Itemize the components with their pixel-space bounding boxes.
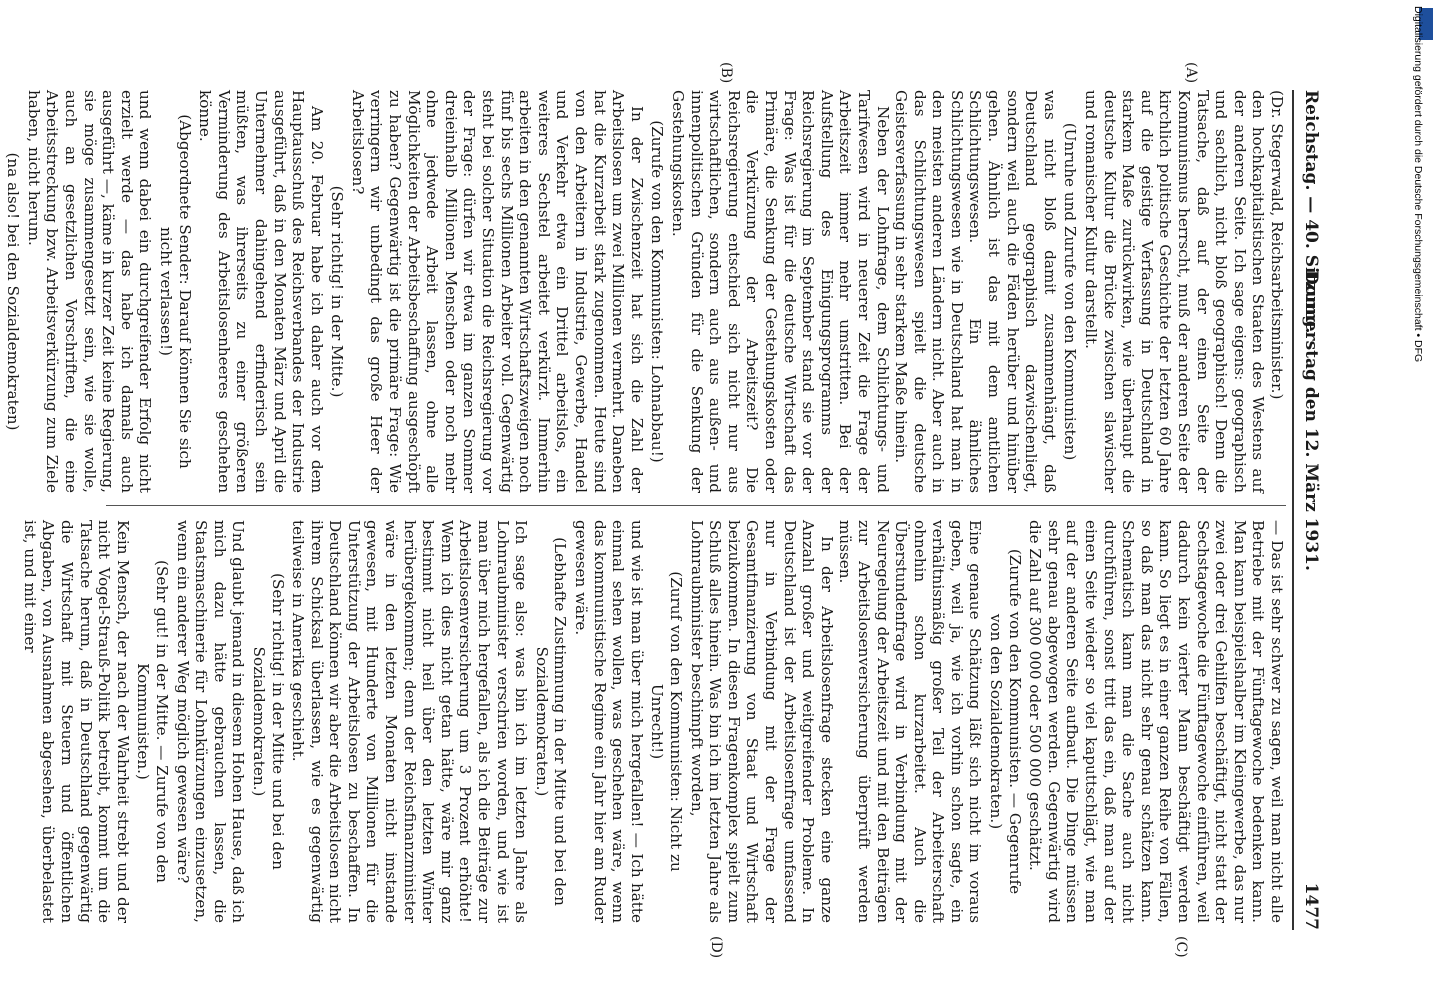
paragraph: (Unruhe und Zurufe von den Kommunisten) <box>1061 122 1080 461</box>
margin-marker-d: (D) <box>708 936 724 959</box>
paragraph: und wie ist man über mich hergefallen! — Ich hätte einmal sehen wollen, was geschehen wäre, wenn das kommunistische Regime ein Jahr hier am Ruder gewesen wäre. <box>572 520 646 923</box>
paragraph: In der Arbeitslosenfrage stecken eine ganze Anzahl großer und weitgreifender Probleme. In Deutschland ist der Arbeitslosenfrage umfassend nur in Verbindung mit der Frage der Gesamtfinanzierung von Staat und Wirtschaft beizukommen. In diesen Fragenkomplex spielt zum Schluß alles hinein. Was bin ich im letzten Jahre als Lohnraubminister beschimpft worden, <box>687 520 836 923</box>
rotated-document-page <box>4 62 1321 959</box>
paragraph: (Sehr gut! in der Mitte. — Zurufe von den Kommunisten.) <box>134 560 171 883</box>
paragraph: Neben der Lohnfrage, dem Schlichtungs- und Tarifwesen wird in neuerer Zeit die Frage der Arbeitszeit immer mehr umstritten. Bei der Aufstellung des Einigungsprogramms der Reichsregierung im September stand sie vor der Frage: Was ist für die deutsche Wirtschaft das Primäre, die Senkung der Gestehungskosten oder die Verkürzung der Arbeitszeit? Die Reichsregierung entschied sich nicht nur aus wirtschaftlichen, sondern auch aus außen- und innenpolitischen Gründen für die Senkung der Gestehungskosten. <box>669 90 892 493</box>
left-text-column <box>4 90 1286 493</box>
paragraph: (Sehr richtig! in der Mitte.) <box>328 185 347 398</box>
header-rule <box>1293 90 1295 930</box>
paragraph: (Lebhafte Zustimmung in der Mitte und bei den Sozialdemokraten.) <box>532 537 570 906</box>
page-header <box>1294 90 1320 930</box>
column-divider <box>106 505 1286 506</box>
paragraph: (Zurufe von den Kommunisten. — Gegenrufe von den Sozialdemokraten.) <box>987 548 1024 895</box>
paragraph: Ich sage also: was bin ich im letzten Jahre als Lohnraubminister verschrien worden, und wie ist man über mich hergefallen, als ich die Beiträge zur Arbeitslosenversicherung um 3 Prozent erhöhte! Wenn ich dies nicht getan hätte, wäre mir ganz bestimmt nicht heil über den letzten Winter herübergekommen; denn der Reichsfinanzminister wäre in den letzten Monaten nicht imstande gewesen, mit Hunderte von Millionen für die Unterstützung der Arbeitslosen zu beschaffen. In Deutschland können wir aber die Arbeitslosen nicht ihrem Schicksal überlassen, wie es gegenwärtig teilweise in Amerika geschieht. <box>289 520 531 923</box>
paragraph: (na also! bei den Sozialdemokraten) <box>4 152 23 431</box>
paragraph: In der Zwischenzeit hat sich die Zahl der Arbeitslosen um zwei Millionen vermehrt. Daneben hat die Kurzarbeit stark zugenommen. Heute sind von den Arbeitern in Industrie, Gewerbe, Handel und Verkehr etwa ein Drittel arbeitslos, ein weiteres Sechstel arbeitet verkürzt. Immerhin arbeiten in den genannten Wirtschaftszweigen noch fünf bis sechs Millionen Arbeiter voll. Gegenwärtig steht bei solcher Situation die Reichsregierung vor der Frage: dürfen wir etwa im ganzen Sommer dreieinhalb Millionen Menschen oder noch mehr ohne jedwede Arbeit lassen, ohne alle Möglichkeiten der Arbeitsbeschaffung ausgeschöpft zu haben? Gegenwärtig ist die primäre Frage: Wie verringern wir unbedingt das große Heer der Arbeitslosen? <box>348 90 646 493</box>
paragraph: (Abgeordnete Sender: Darauf können Sie sich nicht verlassen!) <box>156 114 194 469</box>
right-text-column <box>20 520 1286 923</box>
paragraph: Eine genaue Schätzung läßt sich nicht im voraus geben, weil ja, wie ich vorhin schon sagte, ein verhältnismäßig großer Teil der Arbeiterschaft ohnehin schon kurzarbeitet. Auch die Überstundenfrage wird in Verbindung mit der Neuregelung der Arbeitszeit und mit den Beiträgen zur Arbeitslosenversicherung überprüft werden müssen. <box>836 520 985 923</box>
paragraph: (Sehr richtig! in der Mitte und bei den Sozialdemokraten.) <box>249 573 287 870</box>
paragraph: — Das ist sehr schwer zu sagen, weil man nicht alle Betriebe mit der Fünftagewoche bedenken kann. Man kann beispielshalber im Kleingewerbe, das nur zwei oder drei Gehilfen beschäftigt, nicht statt der Sechstagewoche die Fünftagewoche einführen, weil dadurch kein vierter Mann beschäftigt werden kann. So liegt es in einer ganzen Reihe von Fällen, so daß man das nicht sehr genau schätzen kann. Schematisch kann man die Sache auch nicht durchführen, sonst tritt das ein, daß man auf der einen Seite wieder so viel kaputtschlägt, wie man auf der anderen Seite aufbaut. Die Dinge müssen sehr genau abgewogen werden. Gegenwärtig wird die Zahl auf 300 000 oder 500 000 geschätzt. <box>1026 520 1286 923</box>
digitization-credit: Digitalisierung gefördert durch die Deutsche Forschungsgemeinschaft • DFG <box>1412 6 1424 363</box>
header-session: Reichstag. — 40. Sitzung. <box>1301 90 1321 334</box>
paragraph: Kein Mensch, der nach der Wahrheit strebt und der nicht Vogel-Strauß-Politik betreibt, kommt um die Tatsache herum, daß in Deutschland gegenwärtig die Wirtschaft mit Steuern und öffentlichen Abgaben, von Ausnahmen abgesehen, überbelastet ist, und mit einer <box>20 520 132 923</box>
margin-marker-a: (A) <box>1183 62 1199 84</box>
paragraph: (Zurufe von den Kommunisten: Lohnabbau!) <box>648 120 667 463</box>
paragraph: Am 20. Februar habe ich daher auch vor dem Hauptausschuß des Reichsverbandes der Industrie ausgeführt, daß in den Monaten März und April die Unternehmer dahingehend erfinderisch sein müßten, was ihrerseits zu einer größeren Verminderung des Arbeitslosenheeres geschehen könne. <box>196 90 326 493</box>
margin-marker-b: (B) <box>718 62 734 84</box>
margin-marker-c: (C) <box>1173 936 1189 958</box>
paragraph: und wenn dabei ein durchgreifender Erfolg nicht erzielt werde — das habe ich damals auch ausgeführt —, käme in kurzer Zeit keine Regierung, sie möge zusammengesetzt sein, wie sie wolle, auch an gesetzlichen Vorschriften, die eine Arbeitsstreckung bzw. Arbeitsverkürzung zum Ziele haben, nicht herum. <box>24 90 155 493</box>
header-page-number: 1477 <box>1301 882 1321 930</box>
paragraph <box>0 90 2 493</box>
paragraph: den hochkapitalistischen Staaten des Westens auf der anderen Seite. Ich sage eigens: geographisch und sachlich, nicht bloß geographisch! Denn die Tatsache, daß auf der einen Seite der Kommunismus herrscht, muß der anderen Seite der kirchlich politische Geschichte der letzten 60 Jahre auf die geistige Verfassung in Deutschland in starkem Maße zurückwirken, wie überhaupt die deutsche Kultur die Brücke zwischen slawischer und romanischer Kultur darstellt. <box>1082 90 1268 493</box>
paragraph: was nicht bloß damit zusammenhängt, daß Deutschland geographisch dazwischenliegt, sondern weil auch die Fäden herüber und hinüber gehen. Ähnlich ist das mit dem amtlichen Schlichtungswesen. Ein ähnliches Schlichtungswesen wie in Deutschland hat man in den meisten anderen Ländern nicht. Aber auch in das Schlichtungswesen spielt die deutsche Geistesverfassung in sehr starkem Maße hinein. <box>892 90 1059 493</box>
paragraph: (Dr. Stegerwald, Reichsarbeitsminister.) <box>1268 90 1286 400</box>
paragraph: Und glaubt jemand in diesem Hohen Hause, daß ich mich dazu hätte gebrauchen lassen, die Staatsmaschinerie für Lohnkürzungen einzusetzen, wenn ein anderer Weg möglich gewesen wäre? <box>173 520 248 923</box>
header-date: Donnerstag den 12. März 1931. <box>1301 270 1321 571</box>
paragraph: (Zuruf von den Kommunisten: Nicht zu Unrecht!) <box>648 571 685 872</box>
